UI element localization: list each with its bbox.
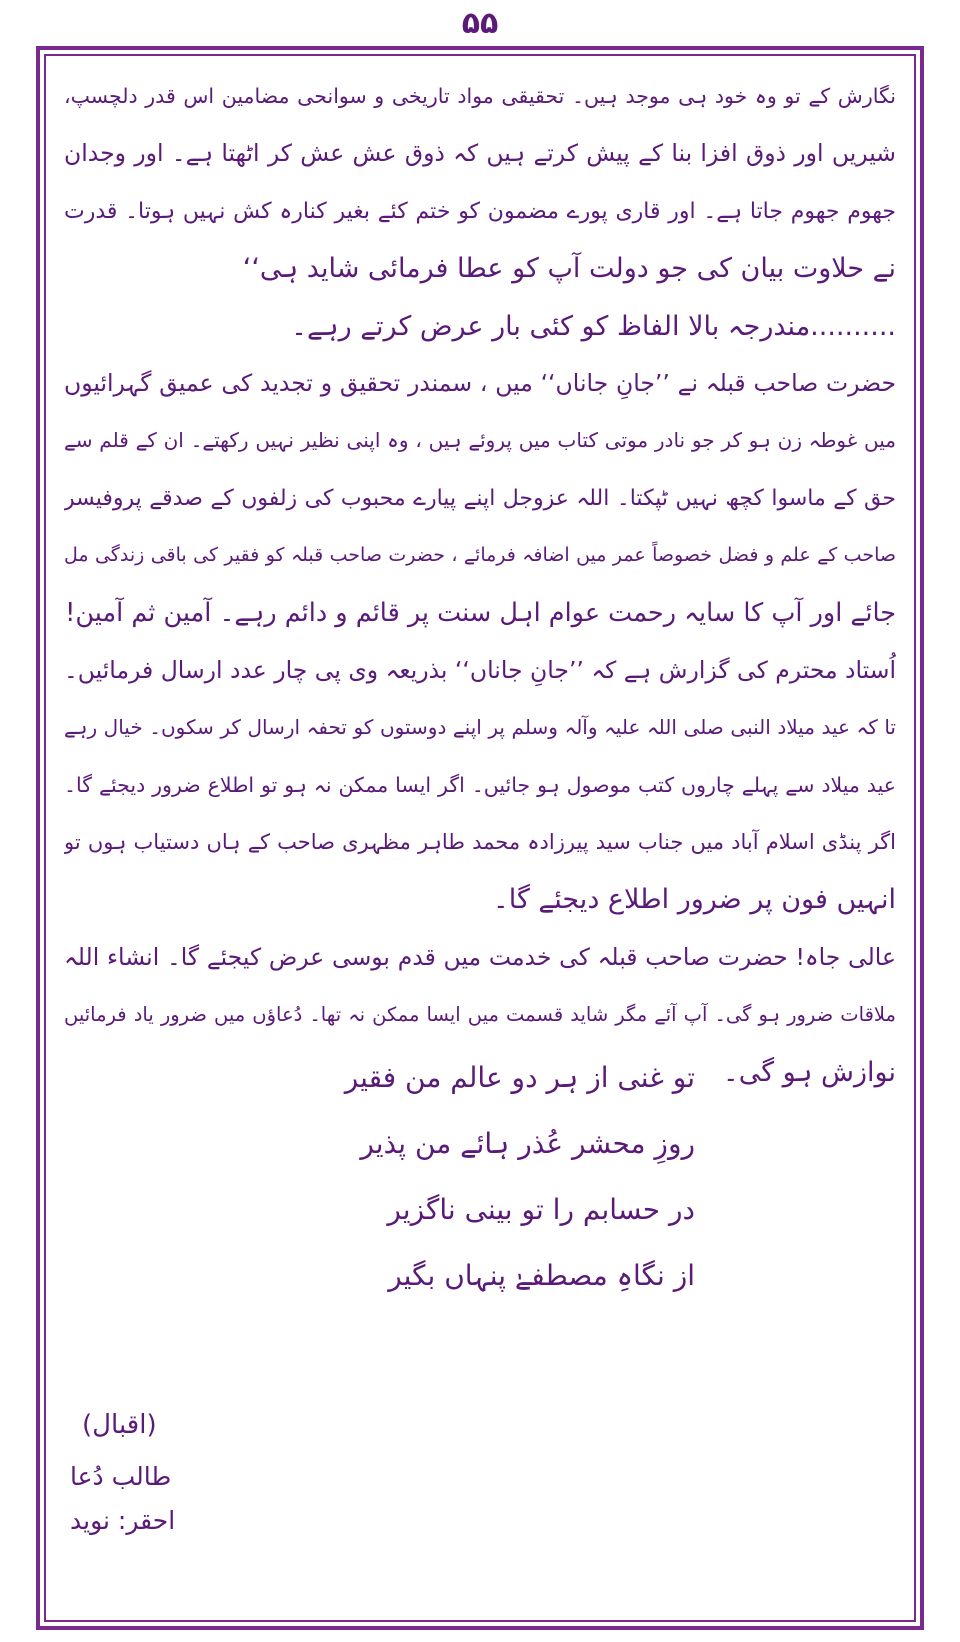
persian-poem [225, 1045, 695, 1309]
page-number: ۵۵ [461, 6, 499, 41]
signature-name: احقر: نوید [70, 1506, 176, 1535]
text-line: جائے اور آپ کا سایہ رحمت عوام اہل سنت پر قائم و دائم رہے۔ آمین ثم آمین! [65, 597, 896, 628]
text-line: نوازش ہو گی۔ [722, 1056, 896, 1088]
text-line: شیریں اور ذوق افزا بنا کے پیش کرتے ہیں کہ ذوق عش عش کر اٹھتا ہے۔ اور وجدان [64, 139, 896, 168]
poem-verse: تو غنی از ہر دو عالم من فقیر [344, 1061, 695, 1094]
text-line: اُستاد محترم کی گزارش ہے کہ ’’جانِ جاناں‘‘ بذریعہ وی پی چار عدد ارسال فرمائیں۔ [64, 655, 896, 684]
poem-verse: از نگاہِ مصطفےٰ پنہاں بگیر [388, 1259, 695, 1292]
signature-block [70, 1455, 370, 1543]
paragraph-praise [64, 68, 896, 298]
paragraph-repeated-words [64, 298, 896, 355]
text-line: عید میلاد سے پہلے چاروں کتب موصول ہو جائیں۔ اگر ایسا ممکن نہ ہو تو اطلاع ضرور دیجئے گا۔ [64, 772, 896, 797]
text-line: انہیں فون پر ضرور اطلاع دیجئے گا۔ [492, 884, 896, 916]
text-line: حق کے ماسوا کچھ نہیں ٹپکتا۔ اللہ عزوجل اپنے پیارے محبوب کی زلفوں کے صدقے پروفیسر [64, 485, 896, 511]
text-line: حضرت صاحب قبلہ نے ’’جانِ جاناں‘‘ میں ، سمندر تحقیق و تجدید کی عمیق گہرائیوں [64, 368, 896, 397]
text-line: نگارش کے تو وہ خود ہی موجد ہیں۔ تحقیقی مواد تاریخی و سوانحی مضامین اس قدر دلچسپ، [64, 84, 896, 108]
text-line: میں غوطہ زن ہو کر جو نادر موتی کتاب میں پروئے ہیں ، وہ اپنی نظیر نہیں رکھتے۔ ان کے قلم سے [64, 428, 896, 453]
signature-request-prayer: طالب دُعا [70, 1462, 172, 1491]
text-line: جھوم جھوم جاتا ہے۔ اور قاری پورے مضمون کو ختم کئے بغیر کنارہ کش نہیں ہوتا۔ قدرت [64, 198, 896, 224]
poet-attribution: (اقبال) [82, 1410, 157, 1440]
poem-verse: در حسابم را تو بینی ناگزیر [387, 1193, 695, 1226]
poem-verse: روزِ محشر عُذر ہائے من پذیر [360, 1127, 695, 1160]
text-line: نے حلاوت بیان کی جو دولت آپ کو عطا فرمائی شاید ہی‘‘ [242, 253, 896, 285]
text-line: عالی جاہ! حضرت صاحب قبلہ کی خدمت میں قدم بوسی عرض کیجئے گا۔ انشاء اللہ [64, 942, 896, 971]
paragraph-request [64, 642, 896, 929]
text-line: تا کہ عید میلاد النبی صلی اللہ علیہ وآلہ وسلم پر اپنے دوستوں کو تحفہ ارسال کر سکوں۔ خیال رہے [64, 715, 896, 740]
letter-body [64, 68, 896, 1608]
text-line: صاحب کے علم و فضل خصوصاً عمر میں اضافہ فرمائے ، حضرت صاحب قبلہ کو فقیر کی باقی زندگی مل [64, 544, 896, 567]
text-line: اگر پنڈی اسلام آباد میں جناب سید پیرزادہ محمد طاہر مظہری صاحب کے ہاں دستیاب ہوں تو [64, 830, 896, 855]
text-line: ..........مندرجہ بالا الفاظ کو کئی بار عرض کرتے رہے۔ [291, 310, 896, 342]
paragraph-book-praise [64, 355, 896, 642]
text-line: ملاقات ضرور ہو گی۔ آپ آئے مگر شاید قسمت میں ایسا ممکن نہ تھا۔ دُعاؤں میں ضرور یاد فرمائیں [64, 1003, 896, 1027]
